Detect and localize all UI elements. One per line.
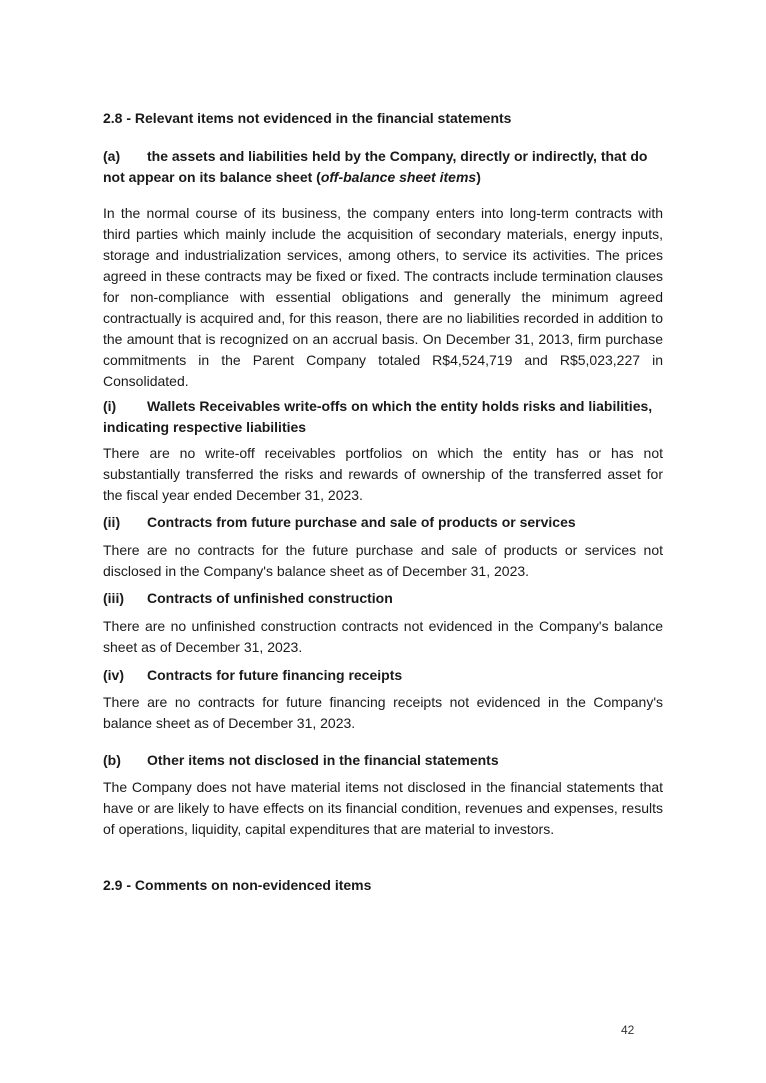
item-b-label: (b) xyxy=(103,752,121,768)
page-number: 42 xyxy=(621,1023,635,1037)
item-b-heading xyxy=(103,750,663,771)
item-ii-body: There are no contracts for the future purchase and sale of products or services not disclosed in the Company's balance sheet as of December 31, 2023. xyxy=(103,542,663,579)
item-iii-body: There are no unfinished construction contracts not evidenced in the Company's balance sheet as of December 31, 2023. xyxy=(103,618,663,655)
item-b-heading-text: Other items not disclosed in the financial statements xyxy=(147,752,499,768)
item-ii-heading xyxy=(103,512,663,533)
item-a-label: (a) xyxy=(103,148,121,164)
item-i-heading xyxy=(103,396,663,438)
item-iv-heading-text: Contracts for future financing receipts xyxy=(147,667,403,683)
section-2-8-title: 2.8 - Relevant items not evidenced in the financial statements xyxy=(103,110,512,126)
item-ii-heading-text: Contracts from future purchase and sale of products or services xyxy=(147,514,576,530)
item-a-heading-close: ) xyxy=(476,169,481,185)
item-a-body: In the normal course of its business, the company enters into long-term contracts with third parties which mainly include the acquisition of secondary materials, energy inputs, storage and industrialization services, among others, to service its activities. The prices agreed in these contracts may be fixed or fixed. The contracts include termination clauses for non-compliance with essential obligations and generally the minimum agreed contractually is acquired and, for this reason, there are no liabilities recorded in addition to the amount that is recognized on an accrual basis. On December 31, 2013, firm purchase commitments in the Parent Company totaled R$4,524,719 and R$5,023,227 in Consolidated. xyxy=(103,205,663,389)
item-iii-heading-text: Contracts of unfinished construction xyxy=(147,590,393,606)
item-a-heading-text: the assets and liabilities held by the Company, directly or indirectly, that do not appear on its balance sheet ( xyxy=(103,148,648,185)
item-i-heading-text: Wallets Receivables write-offs on which the entity holds risks and liabilities, indicating respective liabilities xyxy=(103,398,653,435)
item-iii-heading xyxy=(103,588,663,609)
section-2-9-title: 2.9 - Comments on non-evidenced items xyxy=(103,877,372,893)
item-iii-label: (iii) xyxy=(103,590,124,606)
item-iv-heading xyxy=(103,665,663,686)
item-b-body: The Company does not have material items not disclosed in the financial statements that have or are likely to have effects on its financial condition, revenues and expenses, results of operations, liquidity, capital expenditures that are material to investors. xyxy=(103,779,663,837)
item-a-heading xyxy=(103,146,663,188)
item-i-body: There are no write-off receivables portfolios on which the entity has or has not substantially transferred the risks and rewards of ownership of the transferred asset for the fiscal year ended December 31, 2023. xyxy=(103,445,663,503)
item-iv-label: (iv) xyxy=(103,667,124,683)
item-i-label: (i) xyxy=(103,398,117,414)
item-ii-label: (ii) xyxy=(103,514,121,530)
item-iv-body: There are no contracts for future financing receipts not evidenced in the Company's balance sheet as of December 31, 2023. xyxy=(103,694,663,731)
item-a-heading-italic: off-balance sheet items xyxy=(320,169,477,185)
